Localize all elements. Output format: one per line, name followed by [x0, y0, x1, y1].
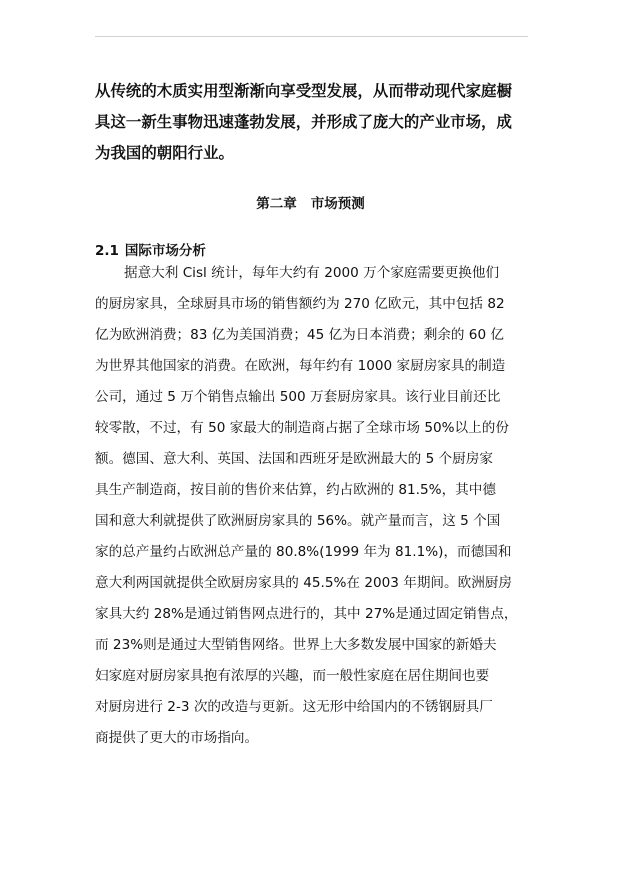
body-line: 较零散，不过，有 50 家最大的制造商占据了全球市场 50%以上的份 [95, 420, 509, 436]
section-number: 2.1 [95, 243, 119, 259]
chapter-number: 第二章 [256, 196, 297, 212]
body-line: 商提供了更大的市场指向。 [95, 730, 259, 746]
body-paragraph [95, 258, 535, 754]
intro-line: 为我国的朝阳行业。 [95, 144, 234, 162]
body-line: 家的总产量约占欧洲总产量的 80.8%(1999 年为 81.1%)，而德国和 [95, 544, 512, 560]
intro-line: 从传统的木质实用型渐渐向享受型发展，从而带动现代家庭橱 [95, 82, 512, 100]
body-line: 妇家庭对厨房家具抱有浓厚的兴趣，而一般性家庭在居住期间也要 [95, 668, 490, 684]
intro-paragraph [95, 76, 535, 169]
header-rule [95, 36, 528, 37]
body-line: 亿为欧洲消费；83 亿为美国消费；45 亿为日本消费；剩余的 60 亿 [95, 327, 505, 343]
body-line: 意大利两国就提供全欧厨房家具的 45.5%在 2003 年期间。欧洲厨房 [95, 575, 512, 591]
chapter-heading [0, 194, 621, 214]
body-line: 公司，通过 5 万个销售点输出 500 万套厨房家具。该行业目前还比 [95, 389, 501, 405]
chapter-title: 市场预测 [310, 196, 365, 212]
body-line: 对厨房进行 2-3 次的改造与更新。这无形中给国内的不锈钢厨具厂 [95, 699, 493, 715]
intro-line: 具这一新生事物迅速蓬勃发展，并形成了庞大的产业市场，成 [95, 113, 512, 131]
body-line: 家具大约 28%是通过销售网点进行的，其中 27%是通过固定销售点， [95, 606, 518, 622]
body-line: 额。德国、意大利、英国、法国和西班牙是欧洲最大的 5 个厨房家 [95, 451, 493, 467]
body-line: 而 23%则是通过大型销售网络。世界上大多数发展中国家的新婚夫 [95, 637, 497, 653]
body-line: 的厨房家具，全球厨具市场的销售额约为 270 亿欧元，其中包括 82 [95, 296, 505, 312]
body-line: 据意大利 Cisl 统计，每年大约有 2000 万个家庭需要更换他们 [124, 265, 500, 281]
body-line: 具生产制造商，按目前的售价来估算，约占欧洲的 81.5%，其中德 [95, 482, 496, 498]
section-title: 国际市场分析 [124, 243, 206, 259]
body-line: 为世界其他国家的消费。在欧洲，每年约有 1000 家厨房家具的制造 [95, 358, 506, 374]
body-line: 国和意大利就提供了欧洲厨房家具的 56%。就产量而言，这 5 个国 [95, 513, 501, 529]
